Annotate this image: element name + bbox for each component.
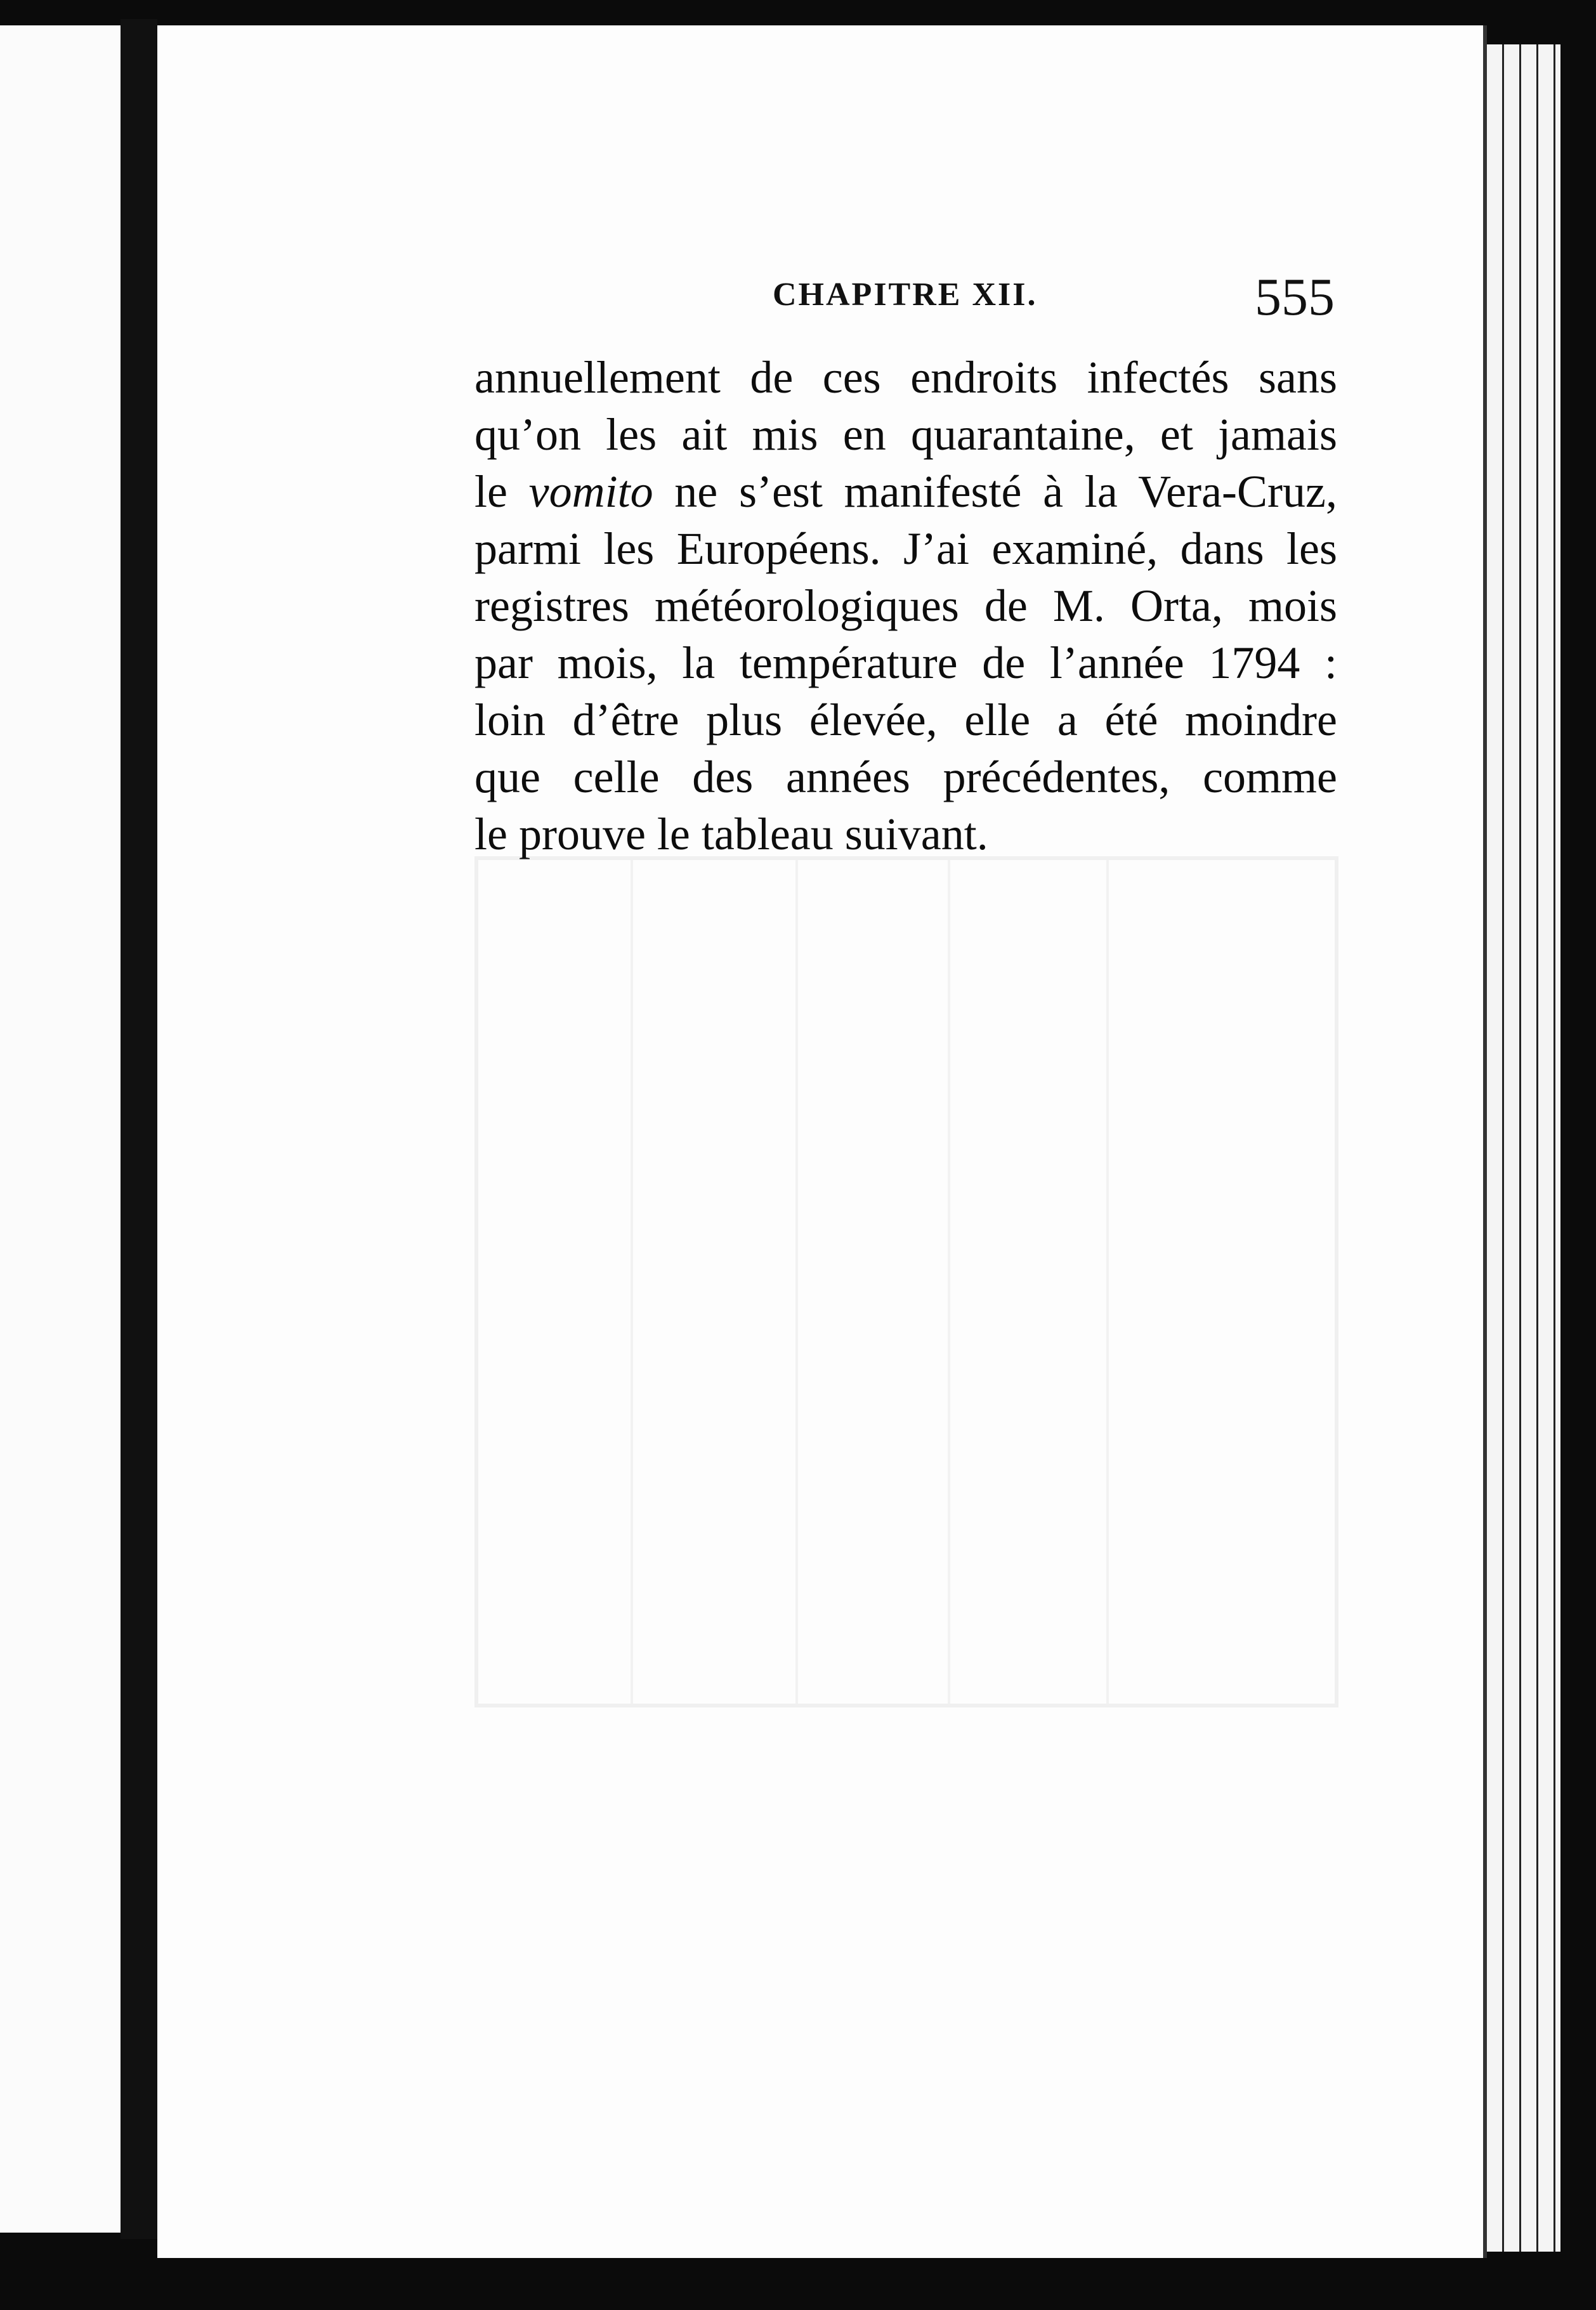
page-number: 555 bbox=[1255, 268, 1335, 327]
text-line: par mois, la température de l’année 1794 : bbox=[474, 637, 1337, 688]
facing-page-edge bbox=[0, 25, 121, 2233]
text-line: parmi les Européens. J’ai examiné, dans les bbox=[474, 523, 1337, 574]
text-line: qu’on les ait mis en quarantaine, et jamais bbox=[474, 409, 1337, 460]
text-line bbox=[474, 463, 1337, 520]
text-line: loin d’être plus élevée, elle a été moindre bbox=[474, 695, 1337, 745]
italic-term: vomito bbox=[528, 466, 653, 517]
body-text bbox=[474, 349, 1337, 863]
text-line: le prouve le tableau suivant. bbox=[474, 809, 988, 859]
book-page bbox=[157, 25, 1487, 2258]
text-segment: le bbox=[474, 466, 529, 517]
text-line: annuellement de ces endroits infectés sans bbox=[474, 352, 1337, 403]
text-segment: ne s’est manifesté à la Vera-Cruz, bbox=[653, 466, 1337, 517]
text-line: que celle des années précédentes, comme bbox=[474, 752, 1337, 802]
book-gutter bbox=[121, 19, 157, 2239]
running-head: CHAPITRE XII. bbox=[773, 277, 1038, 313]
text-line: registres météorologiques de M. Orta, mois bbox=[474, 580, 1337, 631]
show-through-table bbox=[474, 856, 1338, 1707]
